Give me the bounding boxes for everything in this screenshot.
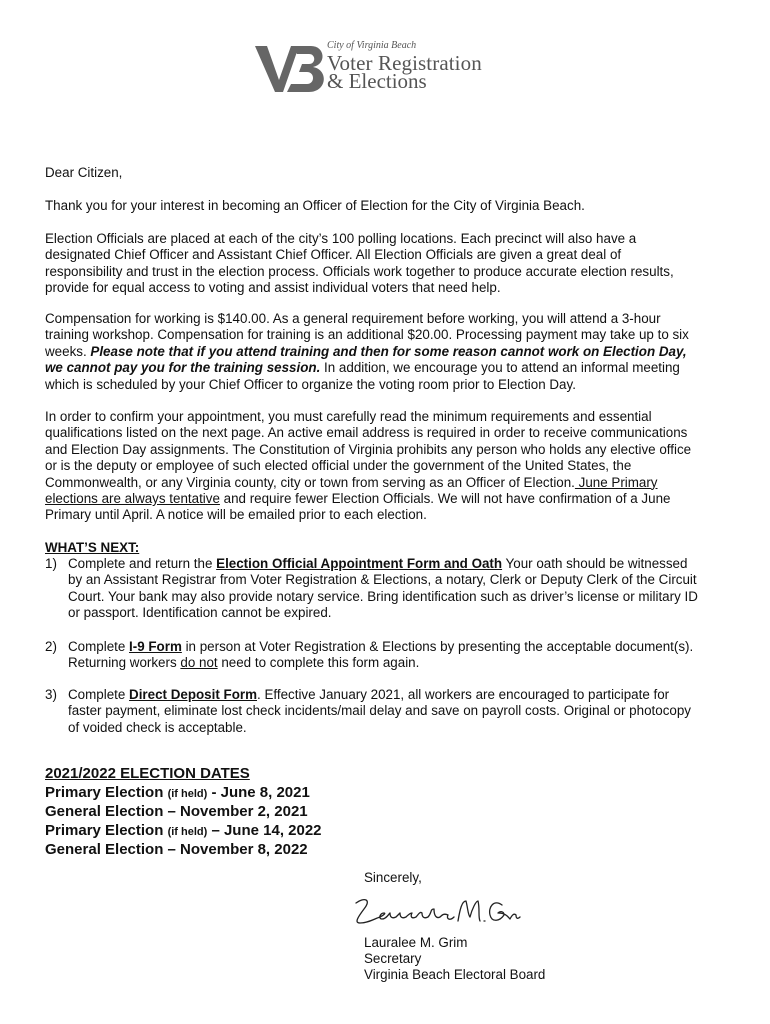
logo-title-line2: & Elections bbox=[327, 69, 427, 93]
appointment-form-link[interactable]: Election Official Appointment Form and Oath bbox=[216, 556, 503, 571]
june-primary-note: June Primary bbox=[574, 474, 658, 490]
training-warning: Please note that if you attend training and then for some reason cannot work on Election Day, bbox=[90, 343, 687, 359]
election-date-4: General Election – November 8, 2022 bbox=[45, 841, 308, 858]
signer-name: Lauralee M. Grim bbox=[364, 935, 468, 950]
appointment-paragraph: In order to confirm your appointment, you must carefully read the minimum requirements and essential qualifications listed on the next page. An active email address is required in order to receive communications and Election Day assignments. The Constitution of Virginia prohibits any person who holds any elective office or is the deputy or employee of such elected official under the government of the United States, the Commonwealth, or any Virginia county, city or town from serving as an Officer of Election. June Primary elections are always tentative and require fewer Election Officials. We will not have confirmation of a June Primary until April. A notice will be emailed prior to each election. bbox=[45, 409, 692, 523]
officials-paragraph: Election Officials are placed at each of the city’s 100 polling locations. Each precinct will also have a designated Chief Officer and Assistant Chief Officer. All Election Officials are given a great deal of responsibility and trust in the election process. Officials work together to produce accurate election results, provide for equal access to voting and assist individual voters that need help. bbox=[45, 231, 674, 296]
election-dates-heading: 2021/2022 ELECTION DATES bbox=[45, 765, 250, 782]
signer-title: Secretary bbox=[364, 951, 422, 966]
logo-city-text: City of Virginia Beach bbox=[327, 40, 417, 51]
closing-sincerely: Sincerely, bbox=[364, 870, 422, 885]
logo-title-line1: Voter Registration bbox=[327, 51, 482, 75]
election-date-3: Primary Election (if held) – June 14, 2022 bbox=[45, 821, 322, 839]
handwritten-signature bbox=[350, 895, 525, 929]
training-warning-cont: we cannot pay you for the training session. bbox=[45, 360, 321, 376]
june-primary-note-cont: elections are always tentative bbox=[45, 491, 220, 507]
election-date-1: Primary Election (if held) - June 8, 2021 bbox=[45, 783, 310, 801]
direct-deposit-form-link[interactable]: Direct Deposit Form bbox=[129, 687, 258, 702]
salutation: Dear Citizen, bbox=[45, 165, 123, 180]
intro-paragraph: Thank you for your interest in becoming an Officer of Election for the City of Virginia Beach. bbox=[45, 198, 585, 213]
compensation-paragraph: Compensation for working is $140.00. As a general requirement before working, you will attend a 3-hour training workshop. Compensation for training is an additional $20.00. Processing payment may take up to six weeks. Please note that if you attend training and then for some reason cannot work on Election Day, we cannot pay you for the training session. In addition, we encourage you to attend an informal meeting which is scheduled by your Chief Officer to organize the voting room prior to Election Day. bbox=[45, 311, 689, 392]
election-date-2: General Election – November 2, 2021 bbox=[45, 803, 308, 820]
i9-form-link[interactable]: I-9 Form bbox=[129, 639, 182, 654]
do-not-emphasis: do not bbox=[180, 655, 218, 671]
vb-monogram-icon bbox=[253, 42, 331, 94]
whats-next-heading: WHAT’S NEXT: bbox=[45, 540, 140, 555]
signer-organization: Virginia Beach Electoral Board bbox=[364, 967, 546, 982]
election-dates bbox=[45, 765, 322, 860]
vre-logo bbox=[253, 40, 503, 98]
letter-page: City of Virginia Beach Voter Registration & Elections Dear Citizen, Thank you for your interest in becoming an Officer of Election for the City of Virginia Beach. Election Officials are placed at each of the city’s 100 polling locations. Each precinct will also have a designated Chief Officer and Assistant Chief Officer. All Election Officials are given a great deal of responsibility and trust in the election process. Officials work together to produce accurate election results, provide for equal access to voting and assist individual voters that need help. Compensation for working is $140.00. As a general requirement before working, you will attend a 3-hour training workshop. Compensation for training is an additional $20.00. Processing payment may take up to six weeks. Please note that if you attend training and then for some reason cannot work on Election Day, we cannot pay you for the training session. In addition, we encourage you to attend an informal meeting which is scheduled by your Chief Officer to organize the voting room prior to Election Day. In order to confirm your appointment, you must carefully read the minimum requirements and essential qualifications listed on the next page. An active email address is required in order to receive communications and Election Day assignments. The Constitution of Virginia prohibits any person who holds any elective office or is the deputy or employee of such elected official under the government of the United States, the Commonwealth, or any Virginia county, city or town from serving as an Officer of Election. June Primary elections are always tentative and require fewer Election Officials. We will not have confirmation of a June Primary until April. A notice will be emailed prior to each election. WHAT’S NEXT: 1) Complete and return the Election Official Appointment Form and Oath Your oath should be witnessed by an Assistant Registrar from Voter Registration & Elections, a notary, Clerk or Deputy Clerk of the Circuit Court. Your bank may also provide notary service. Bring identification such as driver’s license or military ID or passport. Identification cannot be expired. 2) Complete I-9 Form in person at Voter Registration & Elections by presenting the acceptable document(s). Returning workers do not need to complete this form again. 3) Complete Direct Deposit Form. Effective January 2021, all workers are encouraged to participate for faster payment, eliminate lost check incidents/mail delay and save on payroll costs. Original or photocopy of voided check is acceptable. 2021/2022 ELECTION DATES Primary Election (if held) - June 8, 2021 General Election – November 2, 2021 Primary Election (if held) – June 14, 2022 General Election – November 8, 2022 Sincerely, Lauralee M. Grim Secretary Virginia Beach Electoral Board bbox=[0, 0, 770, 1024]
